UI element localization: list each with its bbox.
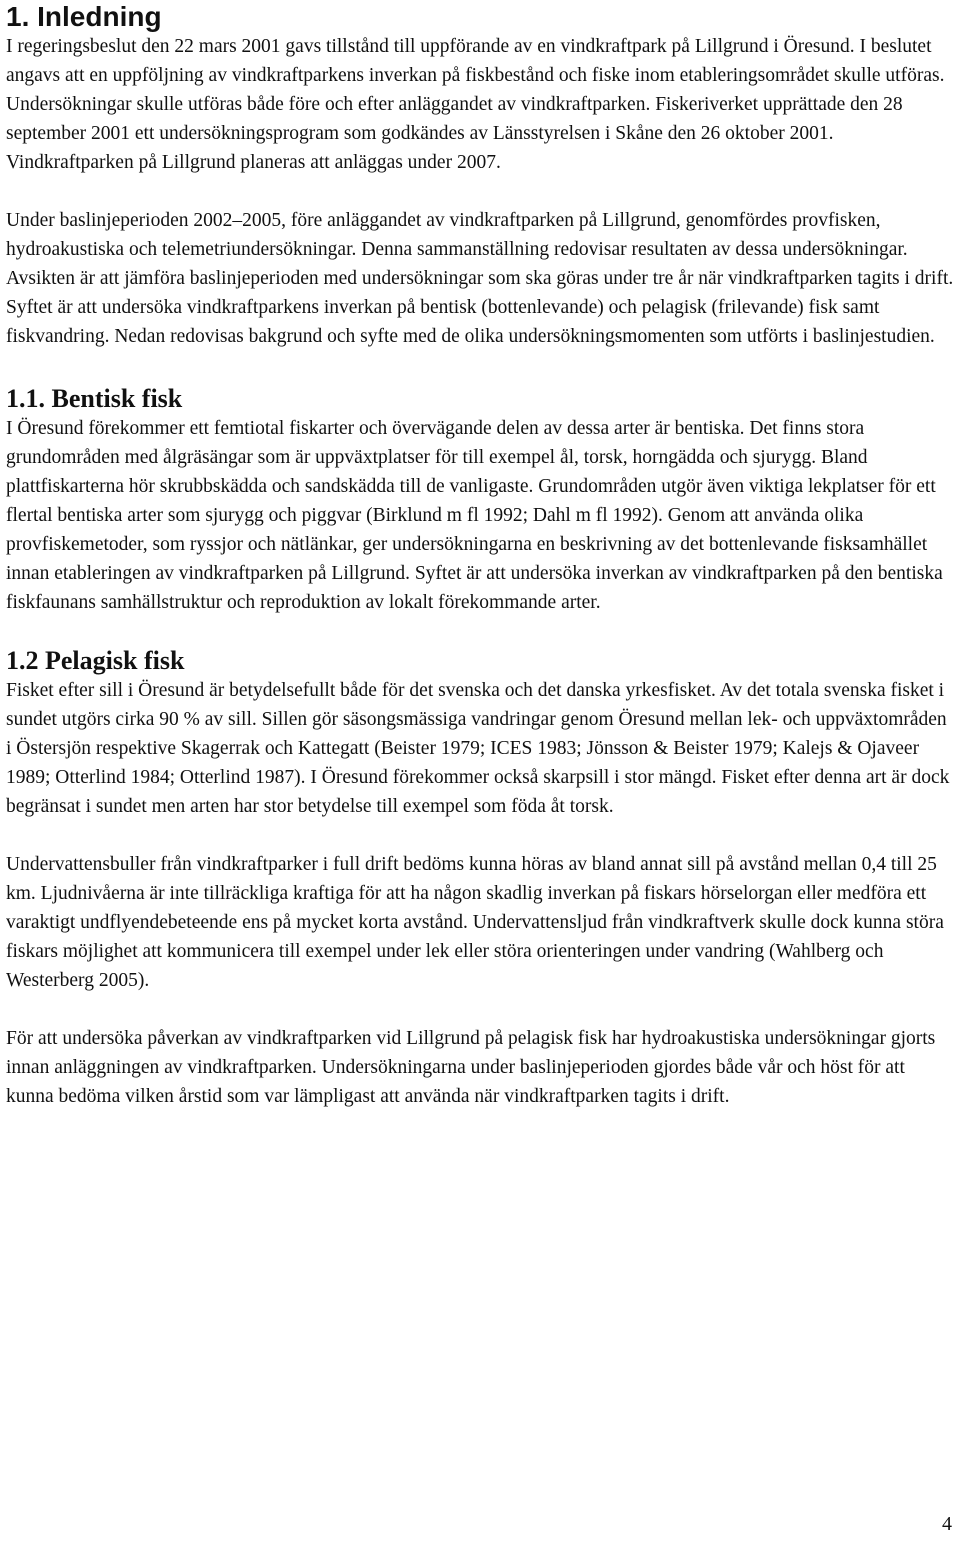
paragraph-buller: Undervattensbuller från vindkraftparker i full drift bedöms kunna höras av bland annat sill på avstånd mellan 0,4 till 25 km. Ljudnivåerna är inte tillräckliga kraftiga för att ha någon skadlig inverkan på fiskars hörselorgan eller medföra ett varaktigt undflyendebeteende ens på mycket korta avstånd. Undervattensljud från vindkraftverk skulle dock kunna störa fiskars möjlighet att kommunicera till exempel under lek eller störa orienteringen under vandring (Wahlberg och Westerberg 2005).	[6, 854, 944, 991]
paragraph-spacer	[6, 177, 956, 206]
heading-inledning: 1. Inledning	[6, 1, 162, 32]
section-spacer	[6, 351, 956, 380]
paragraph-spacer	[6, 821, 956, 850]
section-spacer	[6, 617, 956, 646]
paragraph-intro: I regeringsbeslut den 22 mars 2001 gavs tillstånd till uppförande av en vindkraftpark på Lillgrund i Öresund. I beslutet angavs att en uppföljning av vindkraftparkens inverkan på fiskbestånd och fiske inom etableringsområdet skulle utföras. Undersökningar skulle utföras både före och efter anläggandet av vindkraftparken. Fiskeriverket upprättade den 28 september 2001 ett undersökningsprogram som godkändes av Länsstyrelsen i Skåne den 26 oktober 2001. Vindkraftparken på Lillgrund planeras att anläggas under 2007.	[6, 36, 945, 173]
paragraph-pelagisk: Fisket efter sill i Öresund är betydelsefullt både för det svenska och det danska yrkesfisket. Av det totala svenska fisket i sundet utgörs cirka 90 % av sill. Sillen gör säsongsmässiga vandringar genom Öresund mellan lek- och uppväxtområden i Östersjön respektive Skagerrak och Kattegatt (Beister 1979; ICES 1983; Jönsson & Beister 1979; Kalejs & Ojaveer 1989; Otterlind 1984; Otterlind 1987). I Öresund förekommer också skarpsill i stor mängd. Fisket efter denna art är dock begränsat i sundet men arten har stor betydelse till exempel som föda åt torsk.	[6, 680, 950, 817]
document-page	[6, 0, 956, 1111]
paragraph-hydroakustik: För att undersöka påverkan av vindkraftparken vid Lillgrund på pelagisk fisk har hydroakustiska undersökningar gjorts innan anläggningen av vindkraftparken. Undersökningarna under baslinjeperioden gjordes både vår och höst för att kunna bedöma vilken årstid som var lämpligast att använda när vindkraftparken tagits i drift.	[6, 1028, 936, 1107]
heading-bentisk-fisk: 1.1. Bentisk fisk	[6, 384, 183, 413]
page-number: 4	[942, 1513, 952, 1535]
heading-pelagisk-fisk: 1.2 Pelagisk fisk	[6, 646, 185, 675]
paragraph-spacer	[6, 995, 956, 1024]
paragraph-bentisk: I Öresund förekommer ett femtiotal fiskarter och övervägande delen av dessa arter är bentiska. Det finns stora grundområden med ålgräsängar som är uppväxtplatser för till exempel ål, torsk, horngädda och sjurygg. Bland plattfiskarterna hör skrubbskädda och sandskädda till de vanligaste. Grundområden utgör även viktiga lekplatser för ett flertal bentiska arter som sjurygg och piggvar (Birklund m fl 1992; Dahl m fl 1992). Genom att använda olika provfiskemetoder, som ryssjor och nätlänkar, ger undersökningarna en beskrivning av det bottenlevande fisksamhället innan etableringen av vindkraftparken på Lillgrund. Syftet är att undersöka inverkan av vindkraftparken på den bentiska fiskfaunans samhällstruktur och reproduktion av lokalt förekommande arter.	[6, 418, 943, 613]
paragraph-baseline: Under baslinjeperioden 2002–2005, före anläggandet av vindkraftparken på Lillgrund, genomfördes provfisken, hydroakustiska och telemetriundersökningar. Denna sammanställning redovisar resultaten av dessa undersökningar. Avsikten är att jämföra baslinjeperioden med undersökningar som ska göras under tre år när vindkraftparken tagits i drift. Syftet är att undersöka vindkraftparkens inverkan på bentisk (bottenlevande) och pelagisk (frilevande) fisk samt fiskvandring. Nedan redovisas bakgrund och syfte med de olika undersökningsmomenten som utförts i baslinjestudien.	[6, 210, 954, 347]
